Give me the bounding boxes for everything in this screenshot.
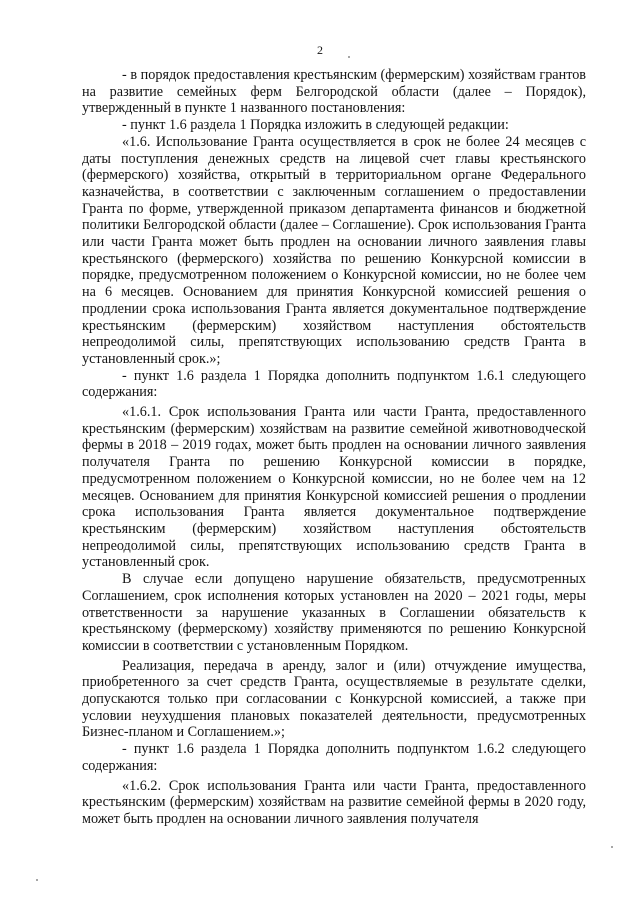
paragraph-item-1-6-2-text: «1.6.2. Срок использования Гранта или части Гранта, предоставленного крестьянским (фермерским) хозяйствам на развитие семейной фермы в 2020 году, может быть продлен на основании личного заявления получателя (82, 777, 586, 827)
paragraph-violation-responsibility: В случае если допущено нарушение обязательств, предусмотренных Соглашением, срок исполнения которых установлен на 2020 – 2021 годы, меры ответственности за нарушение указанных в Соглашении обязательств к крестьянскому (фермерскому) хозяйству применяются по решению Конкурсной комиссии в соответствии с установленным Порядком. (82, 571, 586, 654)
scan-speck (36, 879, 38, 881)
scan-speck (348, 56, 350, 58)
paragraph-poryadok-intro: - в порядок предоставления крестьянским (фермерским) хозяйствам грантов на развитие семейных ферм Белгородской области (далее – Порядок), утвержденный в пункте 1 названного постановления: (82, 67, 586, 117)
paragraph-item-1-6-text: «1.6. Использование Гранта осуществляется в срок не более 24 месяцев с даты поступления денежных средств на лицевой счет главы крестьянского (фермерского) хозяйства, открытый в территориальном органе Федерального казначейства, в соответствии с заключенным соглашением о предоставлении Гранта по форме, утвержденной приказом департамента финансов и бюджетной политики Белгородской области (далее – Соглашение). Срок использования Гранта или части Гранта может быть продлен на основании личного заявления главы крестьянского (фермерского) хозяйства по решению Конкурсной комиссии в порядке, предусмотренном положением о Конкурсной комиссии, но не более чем на 6 месяцев. Основанием для принятия Конкурсной комиссией решения о продлении срока использования Гранта является документальное подтверждение крестьянским (фермерским) хозяйством наступления обстоятельств непреодолимой силы, препятствующих использованию средств Гранта в установленный срок.»; (82, 133, 586, 367)
scan-speck (611, 846, 613, 848)
page-number: 2 (317, 43, 323, 57)
paragraph-item-1-6-2-instruction: - пункт 1.6 раздела 1 Порядка дополнить подпунктом 1.6.2 следующего содержания: (82, 741, 586, 774)
paragraph-property-disposal: Реализация, передача в аренду, залог и (или) отчуждение имущества, приобретенного за счет средств Гранта, осуществляемые в результате сделки, допускаются только при согласовании с Конкурсной комиссией, а также при условии неухудшения плановых показателей деятельности, предусмотренных Бизнес-планом и Соглашением.»; (82, 657, 586, 741)
paragraph-item-1-6-1-instruction: - пункт 1.6 раздела 1 Порядка дополнить подпунктом 1.6.1 следующего содержания: (82, 367, 586, 401)
document-body (82, 67, 586, 828)
paragraph-item-1-6-1-text: «1.6.1. Срок использования Гранта или части Гранта, предоставленного крестьянским (фермерским) хозяйствам на развитие семейной животноводческой фермы в 2018 – 2019 годах, может быть продлен на основании личного заявления получателя Гранта по решению Конкурсной комиссии в порядке, предусмотренном положением о Конкурсной комиссии, но не более чем на 12 месяцев. Основанием для принятия Конкурсной комиссией решения о продлении срока использования Гранта является документальное подтверждение крестьянским (фермерским) хозяйством наступления обстоятельств непреодолимой силы, препятствующих использованию средств Гранта в установленный срок. (82, 404, 586, 571)
paragraph-item-1-6-instruction: - пункт 1.6 раздела 1 Порядка изложить в следующей редакции: (122, 117, 509, 134)
